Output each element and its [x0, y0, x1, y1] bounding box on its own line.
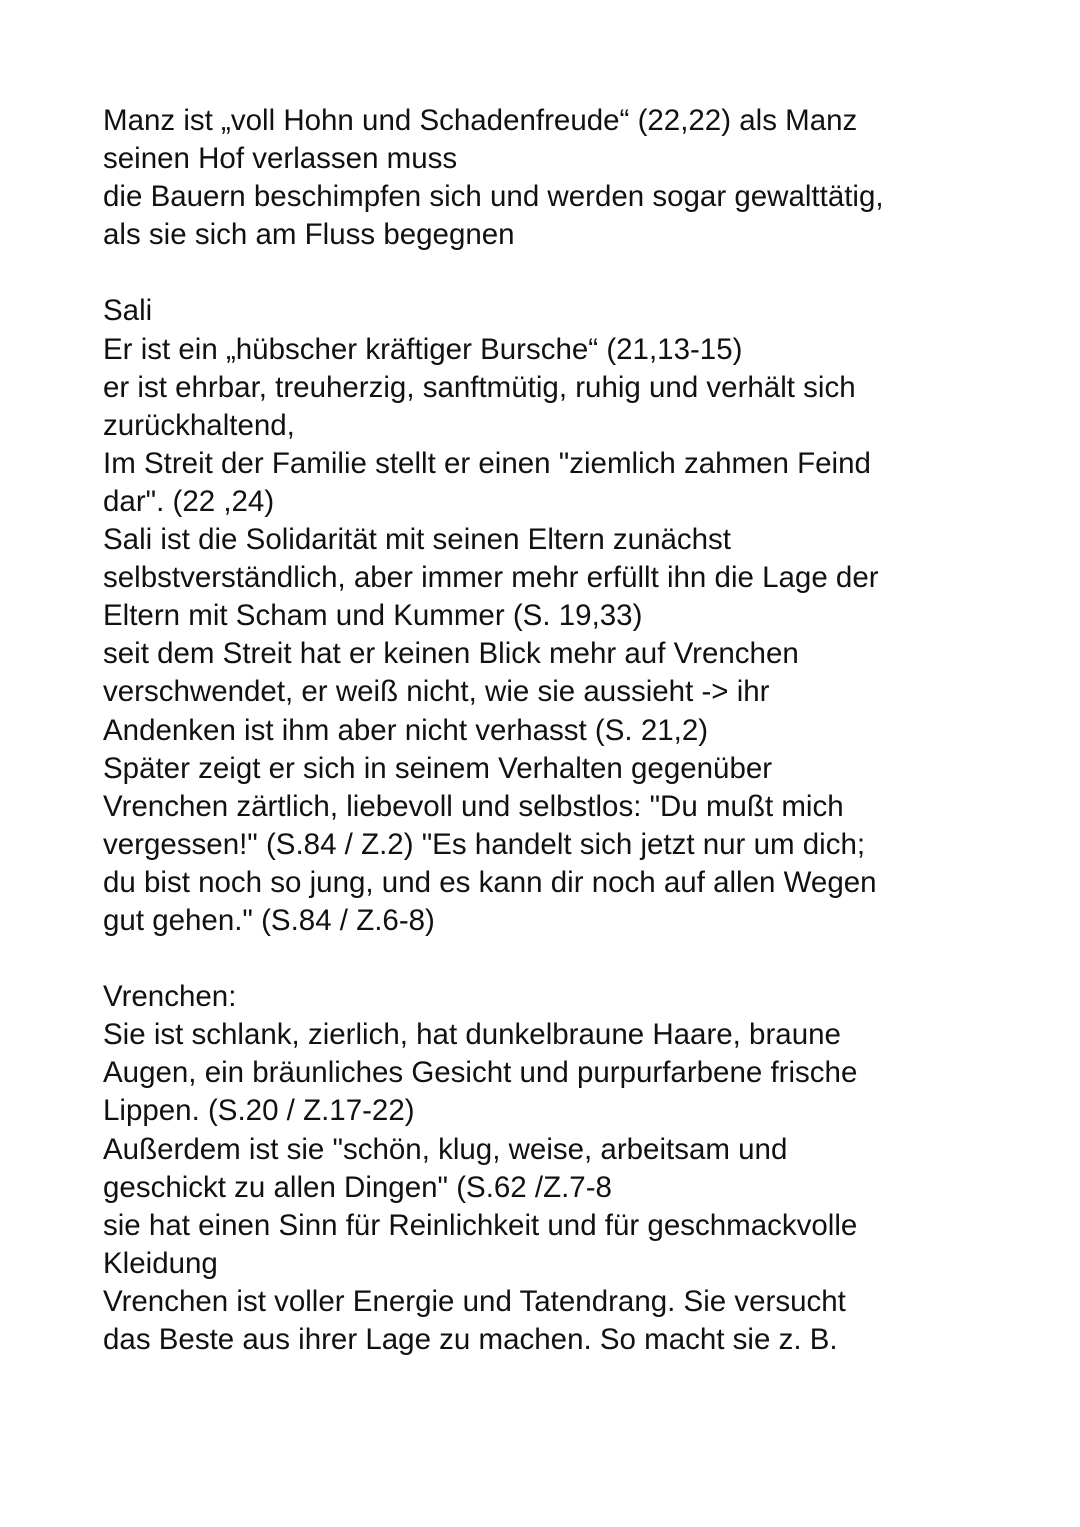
paragraph-gap	[103, 254, 1003, 292]
text-line: Außerdem ist sie "schön, klug, weise, arbeitsam und	[103, 1132, 788, 1166]
text-section	[103, 292, 1003, 940]
text-line: seinen Hof verlassen muss	[103, 142, 458, 176]
text-line: seit dem Streit hat er keinen Blick mehr auf Vrenchen	[103, 637, 799, 671]
text-line: verschwendet, er weiß nicht, wie sie aussieht -> ihr	[103, 675, 770, 709]
text-line: Vrenchen ist voller Energie und Tatendrang. Sie versucht	[103, 1284, 846, 1318]
text-section	[103, 978, 1003, 1359]
text-line: Lippen. (S.20 / Z.17-22)	[103, 1094, 415, 1128]
text-line: vergessen!" (S.84 / Z.2) "Es handelt sich jetzt nur um dich;	[103, 827, 866, 861]
text-line: geschickt zu allen Dingen" (S.62 /Z.7-8	[103, 1170, 612, 1204]
text-line: Augen, ein bräunliches Gesicht und purpurfarbene frische	[103, 1056, 858, 1090]
document-page	[103, 102, 1003, 1359]
text-line: dar". (22 ,24)	[103, 484, 275, 518]
text-line: Eltern mit Scham und Kummer (S. 19,33)	[103, 599, 643, 633]
text-line: Später zeigt er sich in seinem Verhalten gegenüber	[103, 751, 773, 785]
text-line: Manz ist „voll Hohn und Schadenfreude“ (22,22) als Manz	[103, 104, 858, 137]
text-line: Sali	[103, 294, 153, 328]
text-line: Er ist ein „hübscher kräftiger Bursche“ (21,13-15)	[103, 332, 743, 366]
text-line: du bist noch so jung, und es kann dir noch auf allen Wegen	[103, 865, 877, 899]
text-section	[103, 102, 1003, 254]
text-line: Vrenchen:	[103, 980, 237, 1014]
text-line: Kleidung	[103, 1246, 218, 1280]
text-line: er ist ehrbar, treuherzig, sanftmütig, ruhig und verhält sich	[103, 370, 856, 404]
text-line: sie hat einen Sinn für Reinlichkeit und für geschmackvolle	[103, 1208, 858, 1242]
text-line: die Bauern beschimpfen sich und werden sogar gewalttätig,	[103, 180, 884, 214]
text-line: Sali ist die Solidarität mit seinen Eltern zunächst	[103, 523, 731, 557]
text-line: als sie sich am Fluss begegnen	[103, 218, 515, 252]
text-line: gut gehen." (S.84 / Z.6-8)	[103, 903, 435, 937]
text-line: Vrenchen zärtlich, liebevoll und selbstlos: "Du mußt mich	[103, 789, 844, 823]
text-line: Andenken ist ihm aber nicht verhasst (S. 21,2)	[103, 713, 709, 747]
text-line: selbstverständlich, aber immer mehr erfüllt ihn die Lage der	[103, 561, 879, 595]
text-line: Sie ist schlank, zierlich, hat dunkelbraune Haare, braune	[103, 1018, 841, 1052]
text-line: zurückhaltend,	[103, 408, 295, 442]
text-line: Im Streit der Familie stellt er einen "ziemlich zahmen Feind	[103, 446, 871, 480]
text-line: das Beste aus ihrer Lage zu machen. So macht sie z. B.	[103, 1323, 838, 1356]
paragraph-gap	[103, 940, 1003, 978]
